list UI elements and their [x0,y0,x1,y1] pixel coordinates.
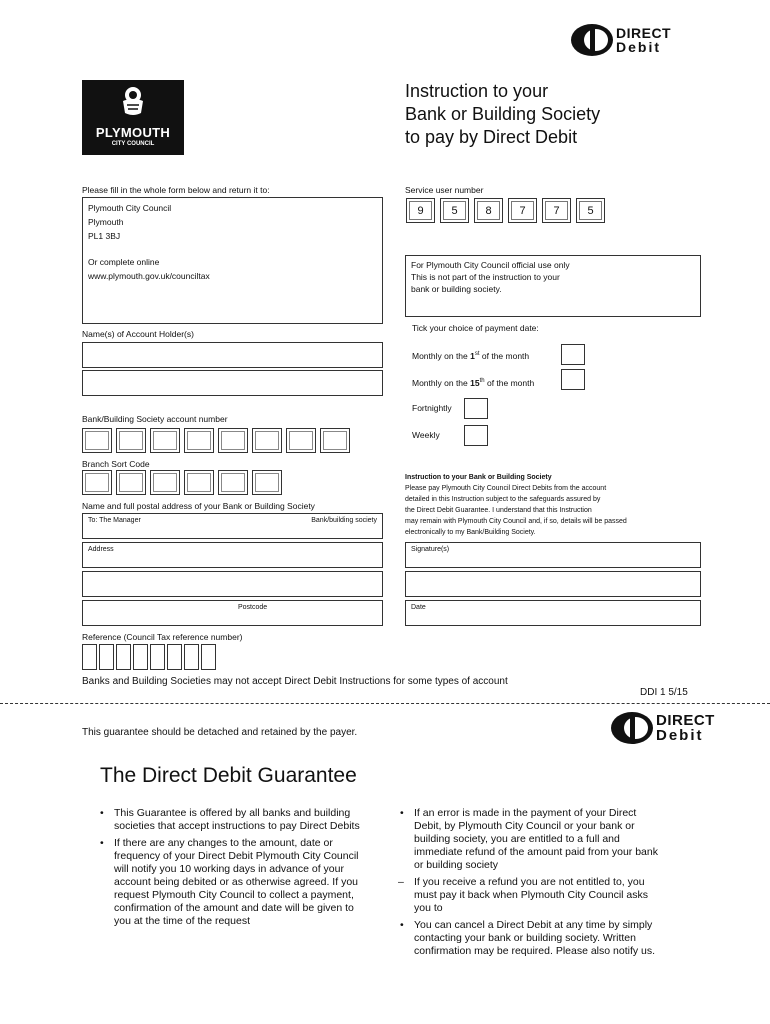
reference-label: Reference (Council Tax reference number) [82,632,243,642]
return-label: Please fill in the whole form below and return it to: [82,185,270,195]
signature-field-1[interactable] [405,542,701,568]
direct-debit-word: DIRECT [616,25,672,41]
reference-cell[interactable] [82,644,97,670]
reference-cell[interactable] [133,644,148,670]
instruction-line: may remain with Plymouth City Council and, if so, details will be passed [405,518,627,525]
reference-cell[interactable] [167,644,182,670]
service-digit: 7 [542,198,571,223]
instruction-heading: Instruction to your Bank or Building Society [405,474,552,481]
return-address-box [82,197,383,324]
opt-pre: Monthly on the [412,350,471,361]
account-number-cell[interactable] [150,428,180,453]
form-title [405,80,600,149]
title-line: Bank or Building Society [405,104,601,124]
sort-code-cell[interactable] [116,470,146,495]
list-item: – If you receive a refund you are not entitled to, you must pay it back when Plymouth City Council asks you to [398,876,663,915]
fortnightly-checkbox[interactable] [464,398,488,419]
opt-sup: st [474,351,480,357]
signature-text: Signature(s) [411,546,450,553]
official-line: This is not part of the instruction to your [411,272,560,282]
guarantee-left-list [98,807,373,932]
title-line: to pay by Direct Debit [405,127,578,147]
account-number-cell[interactable] [82,428,112,453]
list-item: • If there are any changes to the amount, date or frequency of your Direct Debit Plymouth City Council will notify you 10 working days in advance of your account being debited or as otherwise agreed. If you request Plymouth City Council to collect a payment, confirmation of the amount and date will be given to you at the time of the request [98,837,373,928]
signature-field-2[interactable] [405,571,701,597]
logo-name: PLYMOUTH [95,125,171,140]
guarantee-right-list [398,807,663,962]
service-digit: 9 [406,198,435,223]
online-url[interactable]: www.plymouth.gov.uk/counciltax [88,271,210,281]
direct-debit-word: DIRECT [656,712,715,729]
instruction-line: Please pay Plymouth City Council Direct Debits from the account [405,485,607,492]
service-digit: 7 [508,198,537,223]
account-number-label: Bank/Building Society account number [82,414,228,424]
to-manager-text: To: The Manager [88,517,141,524]
opt-num: 15 [470,377,480,388]
payment-date-label: Tick your choice of payment date: [412,323,539,333]
online-line: Or complete online [88,257,160,267]
reference-cell[interactable] [116,644,131,670]
service-digit: 5 [440,198,469,223]
date-field[interactable] [405,600,701,626]
instruction-line: detailed in this Instruction subject to the safeguards assured by [405,496,601,503]
service-user-label: Service user number [405,185,484,195]
account-holder-field-1[interactable] [82,342,383,368]
official-line: For Plymouth City Council official use only [411,260,570,270]
direct-debit-mark-icon [570,22,614,58]
monthly-1st-label [412,348,529,362]
address-field-2[interactable] [82,571,383,597]
account-holder-field-2[interactable] [82,370,383,396]
opt-sup: th [479,378,485,384]
account-number-cell[interactable] [286,428,316,453]
reference-cell[interactable] [99,644,114,670]
plymouth-logo [82,80,184,155]
official-use-box [405,255,701,317]
banks-note: Banks and Building Societies may not accept Direct Debit Instructions for some types of account [82,676,508,687]
instruction-line: electronically to my Bank/Building Society. [405,529,536,536]
account-number-cell[interactable] [252,428,282,453]
detach-note: This guarantee should be detached and retained by the payer. [82,727,358,738]
lion-crest-icon [118,85,148,117]
address-field-1[interactable] [82,542,383,568]
debit-word: Debit [656,727,704,744]
opt-num: 1 [470,350,475,361]
account-number-cell[interactable] [320,428,350,453]
address-line: Plymouth City Council [88,203,172,213]
reference-cell[interactable] [184,644,199,670]
service-digit: 8 [474,198,503,223]
to-manager-field[interactable] [82,513,383,539]
bank-society-text: Bank/building society [311,517,377,524]
sort-code-cell[interactable] [150,470,180,495]
postcode-field[interactable] [82,600,383,626]
sort-code-cell[interactable] [252,470,282,495]
account-number-cell[interactable] [184,428,214,453]
postcode-text: Postcode [238,604,268,611]
debit-word: Debit [616,39,661,55]
instruction-line: the Direct Debit Guarantee. I understand that this Instruction [405,507,592,514]
list-item: • This Guarantee is offered by all banks and building societies that accept instructions to pay Direct Debits [98,807,373,833]
service-digit: 5 [576,198,605,223]
reference-cell[interactable] [201,644,216,670]
instruction-block [405,472,627,538]
address-line: PL1 3BJ [88,231,121,241]
list-item: • If an error is made in the payment of your Direct Debit, by Plymouth City Council or your bank or building society, you are entitled to a full and immediate refund of the amount paid from your bank or building society [398,807,663,872]
official-line: bank or building society. [411,284,502,294]
sort-code-cell[interactable] [82,470,112,495]
sort-code-cell[interactable] [184,470,214,495]
direct-debit-logo [570,22,671,58]
opt-pre: Monthly on the [412,377,471,388]
list-item: • You can cancel a Direct Debit at any time by simply contacting your bank or building society. Written confirmation may be required. Please also notify us. [398,919,663,958]
reference-cell[interactable] [150,644,165,670]
address-line: Plymouth [88,217,124,227]
weekly-label: Weekly [412,430,440,440]
direct-debit-mark-icon [610,710,654,746]
title-line: Instruction to your [405,81,549,101]
logo-sub: CITY COUNCIL [111,141,155,147]
account-number-cell[interactable] [116,428,146,453]
monthly-1st-checkbox[interactable] [561,344,585,365]
ddi-code: DDI 1 5/15 [640,687,688,698]
detach-line [0,703,770,704]
direct-debit-logo [610,710,715,746]
monthly-15th-label [412,375,534,389]
guarantee-title: The Direct Debit Guarantee [100,764,357,787]
fortnightly-label: Fortnightly [412,403,452,413]
monthly-15th-checkbox[interactable] [561,369,585,390]
weekly-checkbox[interactable] [464,425,488,446]
opt-post: of the month [484,377,535,388]
sort-code-cell[interactable] [218,470,248,495]
address-text: Address [88,546,114,553]
account-holder-label: Name(s) of Account Holder(s) [82,329,194,339]
sort-code-label: Branch Sort Code [82,459,150,469]
account-number-cell[interactable] [218,428,248,453]
opt-post: of the month [479,350,530,361]
bank-address-label: Name and full postal address of your Bank or Building Society [82,501,315,511]
date-text: Date [411,604,426,611]
